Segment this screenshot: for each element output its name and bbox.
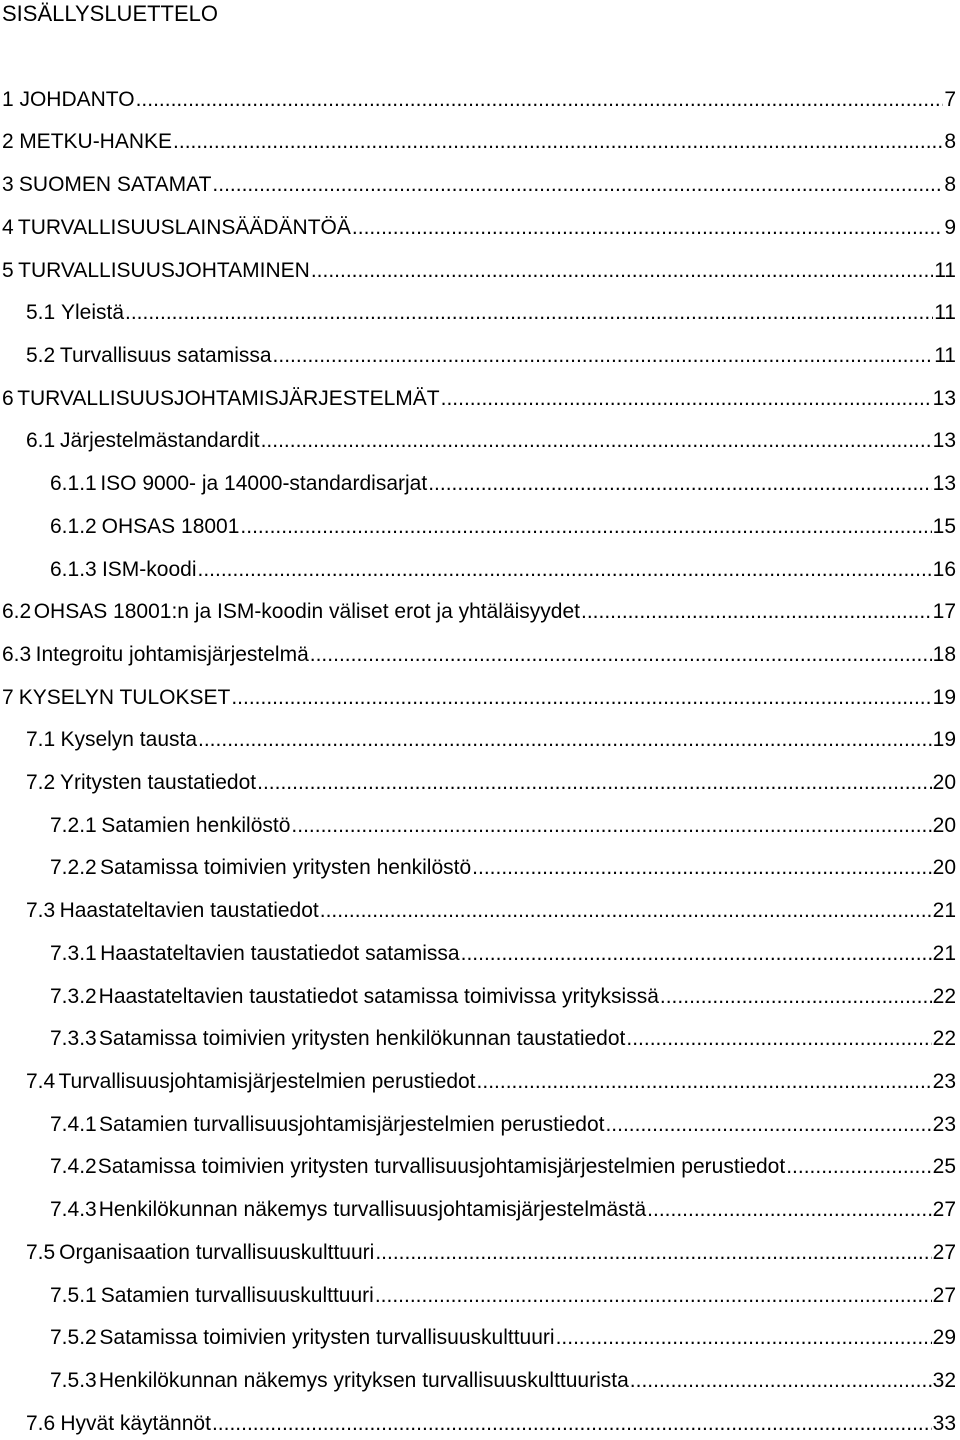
toc-entry-page-number: 11	[934, 344, 956, 367]
toc-entry-number: 7.2	[26, 771, 56, 794]
toc-entry[interactable]	[2, 640, 956, 670]
toc-entry[interactable]	[2, 170, 956, 200]
toc-entry-page-number: 23	[932, 1113, 956, 1136]
toc-entry-number: 7.3.1	[50, 942, 97, 965]
toc-entry-label: Satamissa toimivien yritysten henkilöstö	[100, 856, 472, 879]
toc-entry-page-number: 20	[932, 771, 956, 794]
toc-entry[interactable]	[50, 469, 956, 499]
toc-entry[interactable]	[26, 426, 956, 456]
toc-entry-label: Haastateltavien taustatiedot satamissa toimivissa yrityksissä	[98, 985, 659, 1008]
toc-dot-leader	[461, 939, 932, 969]
toc-entry-number: 7.5	[26, 1241, 56, 1264]
toc-dot-leader	[311, 256, 933, 286]
toc-entry-label: TURVALLISUUSJOHTAMINEN	[18, 259, 310, 282]
toc-entry[interactable]	[50, 1195, 956, 1225]
toc-entry-number: 6	[2, 387, 14, 410]
toc-entry-label: Organisaation turvallisuuskulttuuri	[59, 1241, 375, 1264]
toc-entry-label: OHSAS 18001:n ja ISM-koodin väliset erot ja yhtäläisyydet	[33, 600, 580, 623]
toc-entry-label: Henkilökunnan näkemys yrityksen turvallisuuskulttuurista	[98, 1369, 629, 1392]
toc-entry[interactable]	[50, 1281, 956, 1311]
toc-dot-leader	[428, 469, 931, 499]
toc-entry[interactable]	[26, 1238, 956, 1268]
toc-entry-page-number: 13	[932, 472, 956, 495]
toc-dot-leader	[660, 982, 932, 1012]
toc-entry-number: 7.4.2	[50, 1155, 97, 1178]
toc-entry[interactable]	[2, 213, 956, 243]
toc-entry-page-number: 32	[932, 1369, 956, 1392]
toc-entry-number: 7.5.3	[50, 1369, 97, 1392]
toc-entry-page-number: 27	[932, 1198, 956, 1221]
toc-entry[interactable]	[26, 896, 956, 926]
toc-entry-page-number: 8	[944, 130, 956, 153]
toc-entry[interactable]	[50, 555, 956, 585]
toc-dot-leader	[198, 725, 932, 755]
toc-entry-number: 6.1.3	[50, 558, 97, 581]
toc-dot-leader	[375, 1281, 932, 1311]
toc-entry-number: 3	[2, 173, 14, 196]
toc-entry-page-number: 27	[932, 1241, 956, 1264]
toc-dot-leader	[310, 640, 932, 670]
toc-entry-number: 7.6	[26, 1412, 56, 1435]
toc-entry[interactable]	[2, 127, 956, 157]
toc-entry-page-number: 20	[932, 856, 956, 879]
toc-dot-leader	[257, 768, 932, 798]
toc-entry-page-number: 7	[944, 88, 956, 111]
toc-entry-label: METKU-HANKE	[19, 130, 173, 153]
toc-entry-number: 7.4	[26, 1070, 56, 1093]
toc-entry-number: 7	[2, 686, 14, 709]
toc-entry-page-number: 11	[934, 259, 956, 282]
toc-dot-leader	[231, 683, 931, 713]
toc-entry[interactable]	[2, 597, 956, 627]
toc-entry[interactable]	[50, 1323, 956, 1353]
toc-entry[interactable]	[50, 853, 956, 883]
toc-dot-leader	[125, 298, 933, 328]
toc-entry-label: TURVALLISUUSLAINSÄÄDÄNTÖÄ	[17, 216, 351, 239]
toc-entry-label: KYSELYN TULOKSET	[18, 686, 231, 709]
toc-entry-number: 5.2	[26, 344, 56, 367]
toc-entry-label: Satamissa toimivien yritysten henkilökunnan taustatiedot	[98, 1027, 626, 1050]
toc-dot-leader	[212, 170, 943, 200]
toc-entry-label: Henkilökunnan näkemys turvallisuusjohtamisjärjestelmästä	[98, 1198, 647, 1221]
toc-dot-leader	[212, 1409, 932, 1439]
toc-entry-page-number: 20	[932, 814, 956, 837]
toc-entry[interactable]	[26, 341, 956, 371]
toc-entry[interactable]	[2, 683, 956, 713]
toc-entry[interactable]	[26, 725, 956, 755]
toc-entry-page-number: 13	[932, 429, 956, 452]
toc-entry-label: Haastateltavien taustatiedot satamissa	[100, 942, 460, 965]
toc-entry-label: Satamien henkilöstö	[101, 814, 291, 837]
toc-entry-number: 4	[2, 216, 14, 239]
toc-entry-label: Kyselyn tausta	[60, 728, 198, 751]
toc-entry-page-number: 27	[932, 1284, 956, 1307]
toc-entry-number: 7.5.2	[50, 1326, 97, 1349]
toc-entry-number: 7.3.2	[50, 985, 97, 1008]
toc-entry-page-number: 8	[944, 173, 956, 196]
toc-entry[interactable]	[2, 256, 956, 286]
toc-dot-leader	[261, 426, 932, 456]
toc-entry-number: 7.2.1	[50, 814, 97, 837]
toc-entry-page-number: 25	[932, 1155, 956, 1178]
toc-dot-leader	[477, 1067, 932, 1097]
toc-entry-label: JOHDANTO	[19, 88, 135, 111]
toc-entry-page-number: 15	[932, 515, 956, 538]
toc-entry-page-number: 19	[932, 728, 956, 751]
toc-entry-label: Satamissa toimivien yritysten turvallisuusjohtamisjärjestelmien perustiedot	[97, 1155, 786, 1178]
toc-dot-leader	[291, 811, 931, 841]
toc-entry-page-number: 13	[932, 387, 956, 410]
toc-entry[interactable]	[26, 768, 956, 798]
page-title: SISÄLLYSLUETTELO	[2, 1, 219, 26]
toc-entry-page-number: 22	[932, 1027, 956, 1050]
toc-entry[interactable]	[26, 298, 956, 328]
toc-entry-label: Hyvät käytännöt	[60, 1412, 211, 1435]
toc-entry-number: 1	[2, 88, 14, 111]
toc-entry[interactable]	[2, 85, 956, 115]
toc-entry-page-number: 29	[932, 1326, 956, 1349]
toc-dot-leader	[173, 127, 943, 157]
toc-entry-label: Turvallisuusjohtamisjärjestelmien perustiedot	[58, 1070, 476, 1093]
toc-entry-number: 6.1.2	[50, 515, 97, 538]
toc-dot-leader	[472, 853, 931, 883]
toc-entry[interactable]	[50, 1024, 956, 1054]
toc-entry-number: 7.1	[26, 728, 56, 751]
toc-dot-leader	[626, 1024, 931, 1054]
toc-entry[interactable]	[50, 1152, 956, 1182]
toc-entry-label: Satamien turvallisuusjohtamisjärjestelmien perustiedot	[99, 1113, 605, 1136]
toc-entry[interactable]	[26, 1409, 956, 1439]
toc-entry[interactable]	[50, 811, 956, 841]
toc-dot-leader	[441, 384, 932, 414]
toc-entry-number: 2	[2, 130, 14, 153]
toc-dot-leader	[786, 1152, 931, 1182]
toc-entry-page-number: 9	[944, 216, 956, 239]
toc-entry-label: TURVALLISUUSJOHTAMISJÄRJESTELMÄT	[17, 387, 440, 410]
toc-dot-leader	[352, 213, 943, 243]
toc-entry-number: 7.3.3	[50, 1027, 97, 1050]
toc-entry-label: Integroitu johtamisjärjestelmä	[35, 643, 309, 666]
toc-entry-number: 6.1.1	[50, 472, 97, 495]
toc-dot-leader	[273, 341, 934, 371]
toc-entry-page-number: 17	[932, 600, 956, 623]
toc-entry-label: ISO 9000- ja 14000-standardisarjat	[100, 472, 428, 495]
toc-entry-number: 6.1	[26, 429, 56, 452]
toc-entry-label: Järjestelmästandardit	[60, 429, 260, 452]
toc-entry[interactable]	[50, 939, 956, 969]
toc-entry-page-number: 23	[932, 1070, 956, 1093]
toc-entry-page-number: 16	[932, 558, 956, 581]
toc-entry-number: 6.2	[2, 600, 32, 623]
toc-entry-label: Satamissa toimivien yritysten turvallisuuskulttuuri	[99, 1326, 555, 1349]
toc-entry-number: 5.1	[26, 301, 56, 324]
toc-entry-page-number: 22	[932, 985, 956, 1008]
toc-entry-page-number: 11	[934, 301, 956, 324]
toc-dot-leader	[136, 85, 944, 115]
toc-entry-number: 5	[2, 259, 14, 282]
toc-entry-page-number: 18	[932, 643, 956, 666]
toc-entry-number: 7.4.1	[50, 1113, 97, 1136]
toc-entry-label: Yleistä	[60, 301, 124, 324]
toc-dot-leader	[320, 896, 932, 926]
toc-dot-leader	[647, 1195, 931, 1225]
toc-entry-page-number: 21	[932, 942, 956, 965]
toc-entry-label: OHSAS 18001	[101, 515, 240, 538]
toc-entry-number: 7.3	[26, 899, 56, 922]
toc-entry[interactable]	[2, 384, 956, 414]
toc-entry[interactable]	[50, 1366, 956, 1396]
toc-dot-leader	[556, 1323, 932, 1353]
toc-entry[interactable]	[50, 512, 956, 542]
toc-entry-number: 6.3	[2, 643, 32, 666]
toc-entry-label: Satamien turvallisuuskulttuuri	[100, 1284, 374, 1307]
toc-entry-number: 7.2.2	[50, 856, 97, 879]
toc-entry-label: Turvallisuus satamissa	[59, 344, 272, 367]
toc-entry-label: Yritysten taustatiedot	[60, 771, 257, 794]
toc-entry-label: ISM-koodi	[101, 558, 197, 581]
toc-dot-leader	[375, 1238, 931, 1268]
toc-dot-leader	[198, 555, 932, 585]
toc-entry[interactable]	[50, 982, 956, 1012]
toc-dot-leader	[630, 1366, 932, 1396]
toc-entry-number: 7.4.3	[50, 1198, 97, 1221]
toc-entry[interactable]	[50, 1110, 956, 1140]
toc-dot-leader	[581, 597, 932, 627]
toc-entry[interactable]	[26, 1067, 956, 1097]
toc-entry-page-number: 33	[932, 1412, 956, 1435]
toc-entry-number: 7.5.1	[50, 1284, 97, 1307]
toc-entry-label: SUOMEN SATAMAT	[18, 173, 212, 196]
toc-entry-page-number: 21	[932, 899, 956, 922]
toc-dot-leader	[605, 1110, 931, 1140]
toc-entry-page-number: 19	[932, 686, 956, 709]
toc-entry-label: Haastateltavien taustatiedot	[59, 899, 319, 922]
toc-dot-leader	[240, 512, 931, 542]
